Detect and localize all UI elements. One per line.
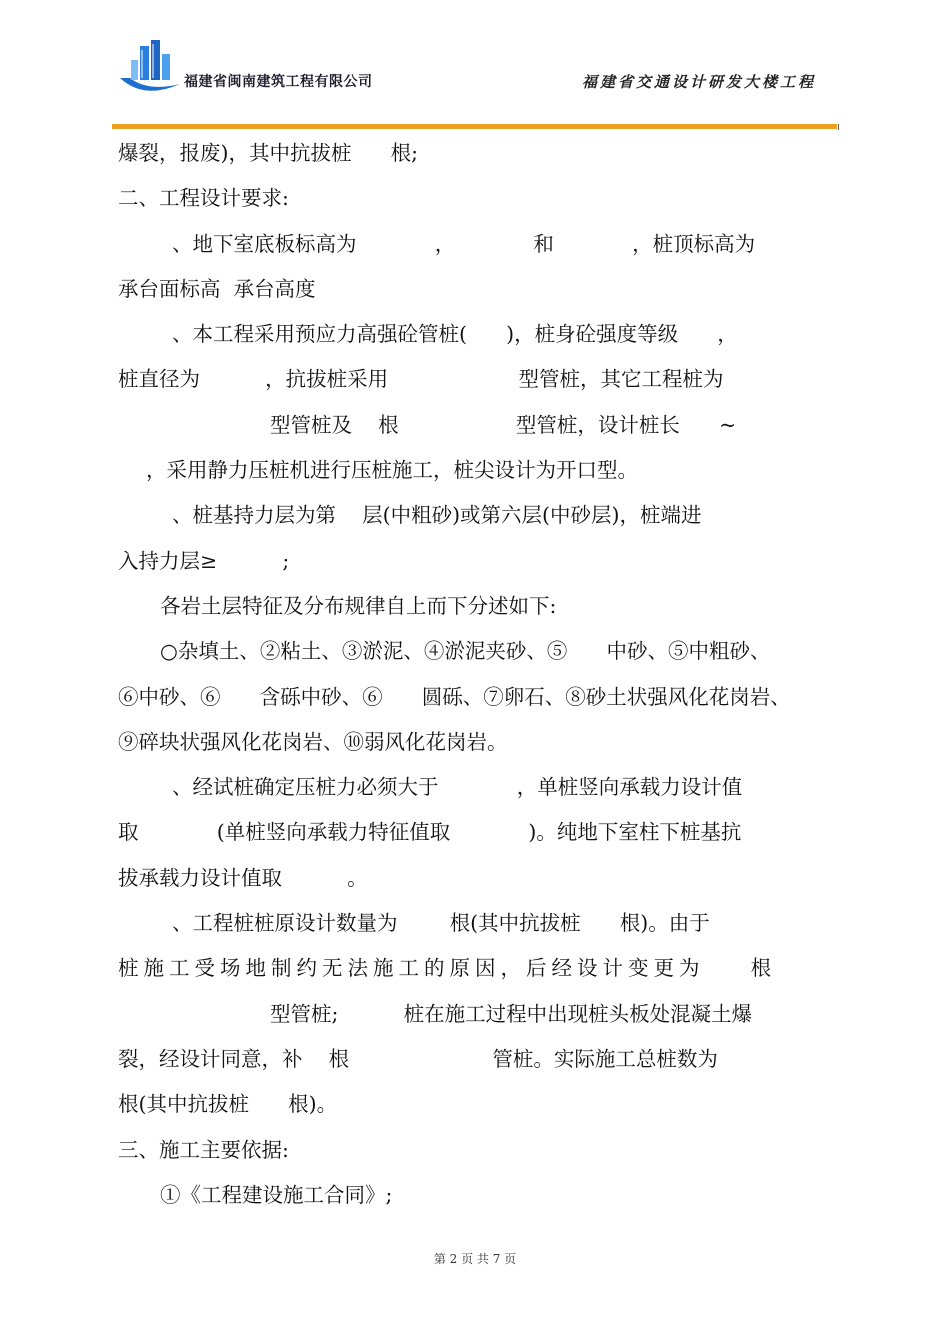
text-line: 、工程桩桩原设计数量为 根(其中抗拔桩 根)。由于	[172, 911, 710, 936]
section-heading: 三、施工主要依据:	[118, 1137, 289, 1162]
text-line: 根(其中抗拔桩 根)。	[118, 1092, 338, 1117]
text-line: 型管桩及 根 型管桩，设计桩长 ~	[270, 412, 737, 437]
text-line: 爆裂，报废)，其中抗拔桩 根;	[118, 141, 419, 165]
text-line: ⑥中砂、⑥ 含砾中砂、⑥ 圆砾、⑦卵石、⑧砂土状强风化花岗岩、	[118, 684, 791, 709]
text-line: 、本工程采用预应力高强砼管桩( )，桩身砼强度等级 ，	[172, 322, 738, 347]
company-name: 福建省闽南建筑工程有限公司	[184, 74, 373, 90]
text-line: ○杂填土、②粘土、③淤泥、④淤泥夹砂、⑤ 中砂、⑤中粗砂、	[160, 639, 771, 664]
header-rule-end	[838, 124, 839, 130]
text-line: ⑨碎块状强风化花岗岩、⑩弱风化花岗岩。	[118, 729, 508, 754]
text-line: 、地下室底板标高为 ， 和 ，桩顶标高为	[172, 231, 756, 256]
page-number: 第 2 页 共 7 页	[433, 1252, 517, 1266]
text-line: 、桩基持力层为第 层(中粗砂)或第六层(中砂层)，桩端进	[172, 503, 702, 528]
text-line: ，采用静力压桩机进行压桩施工，桩尖设计为开口型。	[146, 458, 638, 483]
text-line: ①《工程建设施工合同》;	[160, 1182, 393, 1207]
text-line: 裂，经设计同意，补 根 管桩。实际施工总桩数为	[118, 1046, 718, 1071]
company-building-logo-icon	[118, 38, 182, 96]
text-line: 型管桩; 桩在施工过程中出现桩头板处混凝土爆	[270, 1001, 753, 1026]
section-heading: 二、工程设计要求:	[118, 186, 289, 211]
text-line: 取 (单桩竖向承载力特征值取 )。纯地下室柱下桩基抗	[118, 820, 742, 845]
text-line: 入持力层≥ ;	[118, 548, 290, 573]
text-line: 桩施工受场地制约无法施工的原因，后经设计变更为 根	[118, 956, 777, 981]
text-line: 、经试桩确定压桩力必须大于 ，单桩竖向承载力设计值	[172, 775, 743, 800]
page-header	[0, 0, 950, 130]
project-name: 福建省交通设计研发大楼工程	[581, 73, 816, 91]
text-line: 桩直径为 ，抗拔桩采用 型管桩，其它工程桩为	[118, 367, 724, 392]
header-rule	[112, 124, 837, 129]
document-body	[118, 131, 838, 1218]
text-line: 各岩土层特征及分布规律自上而下分述如下:	[160, 593, 557, 618]
text-line: 拔承载力设计值取 。	[118, 865, 368, 890]
text-line: 承台面标高 承台高度	[118, 276, 316, 301]
